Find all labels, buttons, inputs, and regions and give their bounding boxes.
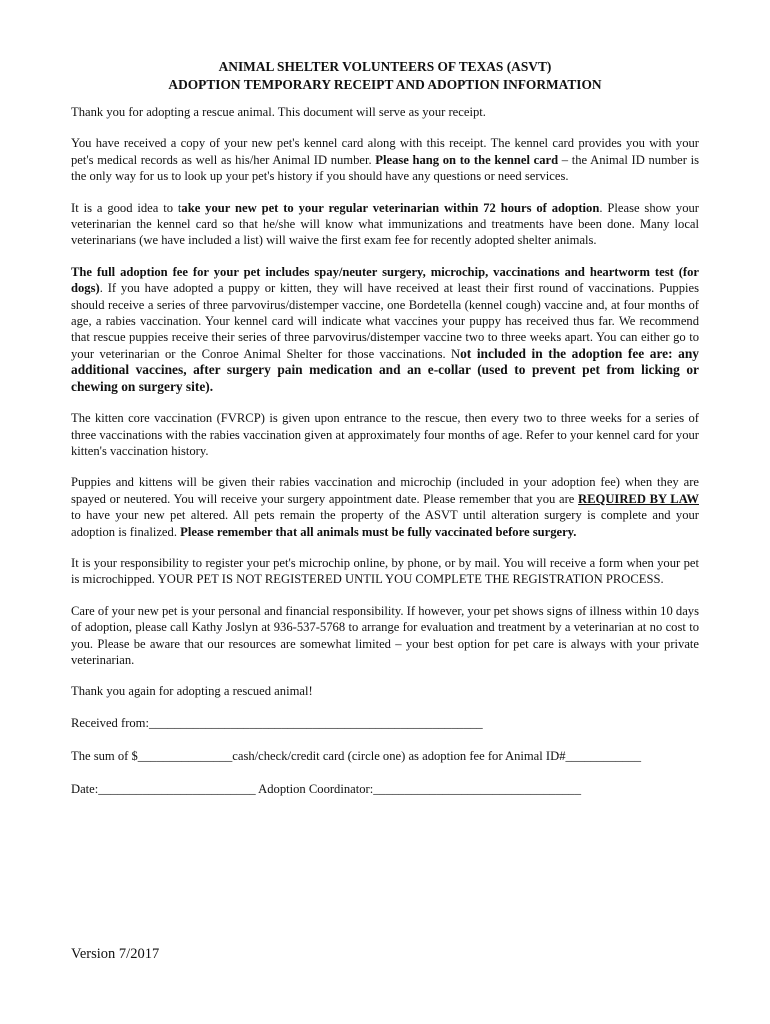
date-coordinator-field[interactable]: Date:_________________________ Adoption Coordinator:_________________________________: [71, 781, 582, 796]
document-header: [71, 58, 699, 93]
adoption-fee-emphasis: The full adoption fee for your pet includes spay/neuter surgery, microchip, vaccinations and heartworm test (for dogs): [71, 264, 699, 296]
vaccinated-before-surgery: Please remember that all animals must be fully vaccinated before surgery.: [180, 524, 577, 539]
paragraph-adoption-fee: [71, 264, 699, 395]
title-organization: ANIMAL SHELTER VOLUNTEERS OF TEXAS (ASVT): [218, 59, 552, 74]
veterinarian-text-end: . Please show your veterinarian the kennel card so that he/she will know what immunizations and treatments have been done. Many local veterinarians (we have included a list) will waive the first exam fee for recently adopted shelter animals.: [71, 200, 699, 248]
veterinarian-text: It is a good idea to t: [71, 200, 182, 215]
adoption-fee-text: . If you have adopted a puppy or kitten, they will have received at least their first round of vaccinations. Puppies should receive a series of three parvovirus/distemper vaccine, one Bordetella (kennel cough) vaccine and, at four months of age, a rabies vaccination. Your kennel card will indicate what vaccines your puppy has received thus far. We recommend that rescue puppies receive their series of three parvovirus/distemper vaccine two to three weeks apart. You can either go to your veterinarian or the Conroe Animal Shelter for those vaccinations. N: [71, 281, 699, 361]
kennel-card-text: You have received a copy of your new pet's kennel card along with this receipt. The kennel card provides you with your pet's medical records as well as his/her Animal ID number.: [71, 136, 699, 167]
document-page: [71, 58, 699, 814]
required-by-law: REQUIRED BY LAW: [578, 491, 699, 506]
sum-field[interactable]: The sum of $_______________cash/check/credit card (circle one) as adoption fee for Animal ID#____________: [71, 748, 642, 763]
paragraph-care-responsibility: Care of your new pet is your personal and financial responsibility. If however, your pet shows signs of illness within 10 days of adoption, please call Kathy Joslyn at 936-537-5768 to arrange for evaluation and treatment by a veterinarian at no cost to you. Please be aware that our resources are somewhat limited – your best option for pet care is always with your private veterinarian.: [71, 603, 699, 667]
veterinarian-emphasis: ake your new pet to your regular veterinarian within 72 hours of adoption: [181, 200, 600, 215]
paragraph-kennel-card: [71, 135, 699, 184]
spay-neuter-text-mid: to have your new pet altered. All pets remain the property of the ASVT until alteration surgery is complete and your adoption is finalized.: [71, 508, 699, 539]
kennel-card-text-end: – the Animal ID number is the only way for us to look up your pet's history if you should have any questions or need services.: [71, 152, 699, 184]
paragraph-veterinarian: [71, 200, 699, 249]
paragraph-microchip: It is your responsibility to register your pet's microchip online, by phone, or by mail. You will receive a form when your pet is microchipped. YOUR PET IS NOT REGISTERED UNTIL YOU COMPLETE THE REGISTRATION PROCESS.: [71, 555, 699, 587]
paragraph-spay-neuter: [71, 474, 699, 540]
version-label: Version 7/2017: [71, 946, 160, 962]
paragraph-thank-you: Thank you for adopting a rescue animal. This document will serve as your receipt.: [71, 105, 486, 119]
received-from-field[interactable]: Received from:_____________________________________________________: [71, 715, 483, 730]
kennel-card-emphasis: Please hang on to the kennel card: [375, 152, 559, 167]
paragraph-kitten-vaccination: The kitten core vaccination (FVRCP) is given upon entrance to the rescue, then every two to three weeks for a series of three vaccinations with the rabies vaccination given at approximately four months of age. Refer to your kennel card for your kitten's vaccination history.: [71, 411, 699, 458]
paragraph-thank-you-again: Thank you again for adopting a rescued animal!: [71, 684, 313, 699]
spay-neuter-text: Puppies and kittens will be given their rabies vaccination and microchip (included in your adoption fee) when they are spayed or neutered. You will receive your surgery appointment date. Please remember that you are: [71, 475, 699, 506]
not-included-emphasis: ot included in the adoption fee are: any additional vaccines, after surgery pain medication and an e-collar (used to prevent pet from licking or chewing on surgery site).: [71, 345, 699, 394]
title-receipt: ADOPTION TEMPORARY RECEIPT AND ADOPTION INFORMATION: [168, 76, 602, 92]
